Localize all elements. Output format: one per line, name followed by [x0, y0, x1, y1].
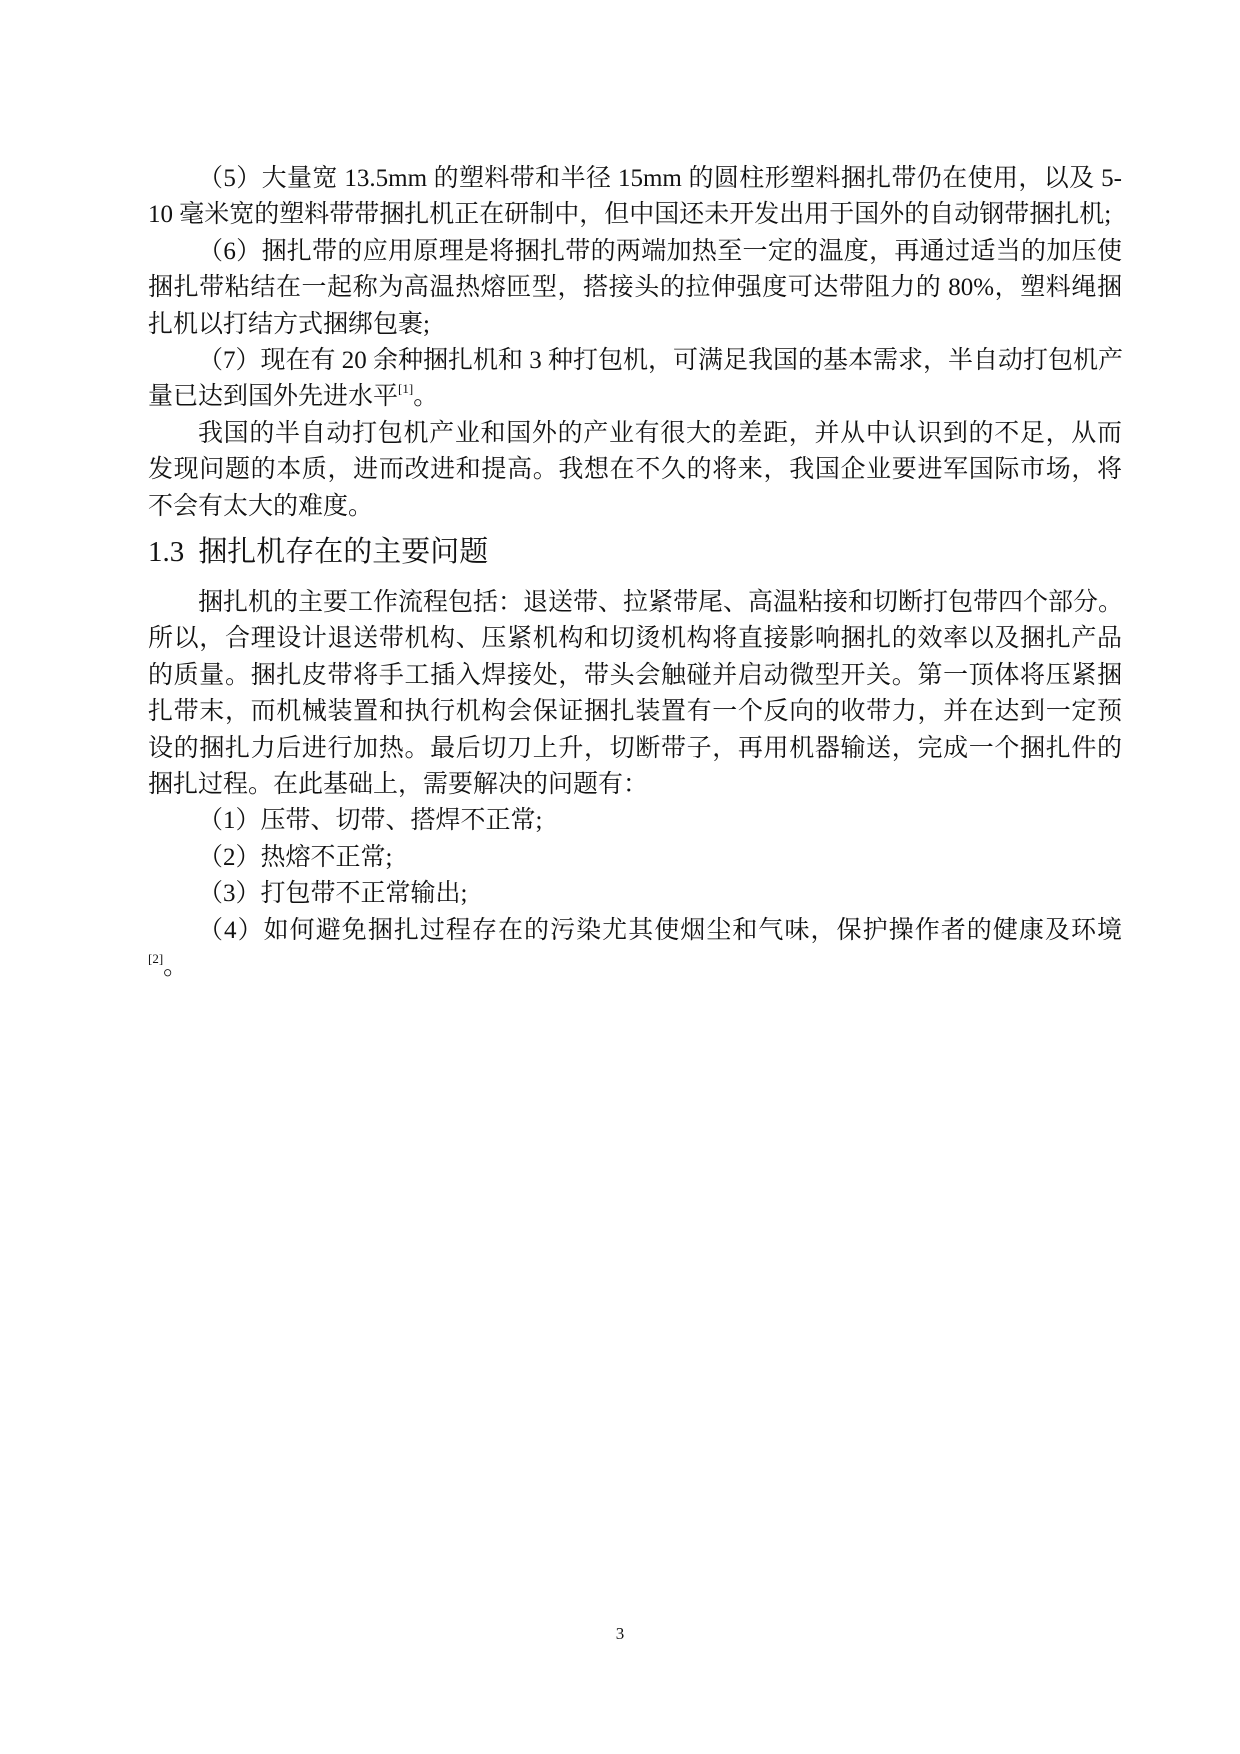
line-text: （2）热熔不正常;	[198, 843, 393, 871]
line-text: （1）压带、切带、搭焊不正常;	[198, 807, 543, 835]
text-line	[148, 161, 1122, 197]
line-text: （3）打包带不正常输出;	[198, 880, 468, 908]
text-line	[148, 489, 1122, 525]
text-line	[148, 658, 1122, 694]
section-heading	[148, 532, 488, 572]
line-text: 我国的半自动打包机产业和国外的产业有很大的差距，并从中认识到的不足，从而	[198, 419, 1122, 447]
line-text: （7）现在有 20 余种捆扎机和 3 种打包机，可满足我国的基本需求，半自动打包机产	[198, 346, 1124, 374]
line-text: 量已达到国外先进水平	[148, 383, 399, 411]
text-line	[148, 585, 1122, 621]
text-line	[148, 694, 1122, 730]
section-title: 捆扎机存在的主要问题	[198, 536, 489, 568]
line-tail: 。	[413, 383, 439, 411]
text-line	[148, 731, 1122, 767]
text-line	[148, 621, 1122, 657]
text-line	[148, 197, 1122, 233]
text-line	[148, 343, 1122, 379]
text-line	[148, 949, 1122, 985]
line-text: 扎带末，而机械装置和执行机构会保证捆扎装置有一个反向的收带力，并在达到一定预	[148, 698, 1122, 726]
line-text: 10 毫米宽的塑料带带捆扎机正在研制中，但中国还未开发出用于国外的自动钢带捆扎机;	[148, 201, 1112, 229]
text-line	[148, 307, 1122, 343]
section-number: 1.3	[148, 536, 185, 568]
text-line	[148, 416, 1122, 452]
body-text-intro	[148, 161, 1122, 525]
page-number: 3	[615, 1624, 625, 1643]
text-line	[148, 913, 1122, 949]
text-line	[148, 270, 1122, 306]
line-text: （4）如何避免捆扎过程存在的污染尤其使烟尘和气味，保护操作者的健康及环境	[198, 916, 1122, 944]
text-line	[148, 452, 1122, 488]
citation-ref: [2]	[148, 950, 164, 966]
line-text: 设的捆扎力后进行加热。最后切刀上升，切断带子，再用机器输送，完成一个捆扎件的	[148, 734, 1122, 762]
line-text: 扎机以打结方式捆绑包裹;	[148, 310, 430, 338]
line-text: 所以，合理设计退送带机构、压紧机构和切烫机构将直接影响捆扎的效率以及捆扎产品	[148, 625, 1122, 653]
text-line	[148, 767, 1122, 803]
line-text: 捆扎带粘结在一起称为高温热熔匝型，搭接头的拉伸强度可达带阻力的 80%，塑料绳捆	[148, 274, 1122, 302]
text-line	[148, 379, 1122, 415]
citation-ref: [1]	[398, 381, 414, 397]
body-text-section	[148, 585, 1122, 985]
line-text: 不会有太大的难度。	[148, 492, 374, 520]
text-line	[148, 803, 1122, 839]
line-text: （6）捆扎带的应用原理是将捆扎带的两端加热至一定的温度，再通过适当的加压使	[198, 237, 1122, 265]
line-text: 发现问题的本质，进而改进和提高。我想在不久的将来，我国企业要进军国际市场，将	[148, 456, 1122, 484]
text-line	[148, 234, 1122, 270]
line-text: 的质量。捆扎皮带将手工插入焊接处，带头会触碰并启动微型开关。第一顶体将压紧捆	[148, 661, 1122, 689]
line-text: 捆扎过程。在此基础上，需要解决的问题有：	[148, 770, 649, 798]
line-text: （5）大量宽 13.5mm 的塑料带和半径 15mm 的圆柱形塑料捆扎带仍在使用，以及 5-	[198, 165, 1122, 192]
text-line	[148, 840, 1122, 876]
line-text: 捆扎机的主要工作流程包括：退送带、拉紧带尾、高温粘接和切断打包带四个部分。	[198, 589, 1124, 616]
text-line	[148, 876, 1122, 912]
line-tail: 。	[163, 952, 189, 980]
